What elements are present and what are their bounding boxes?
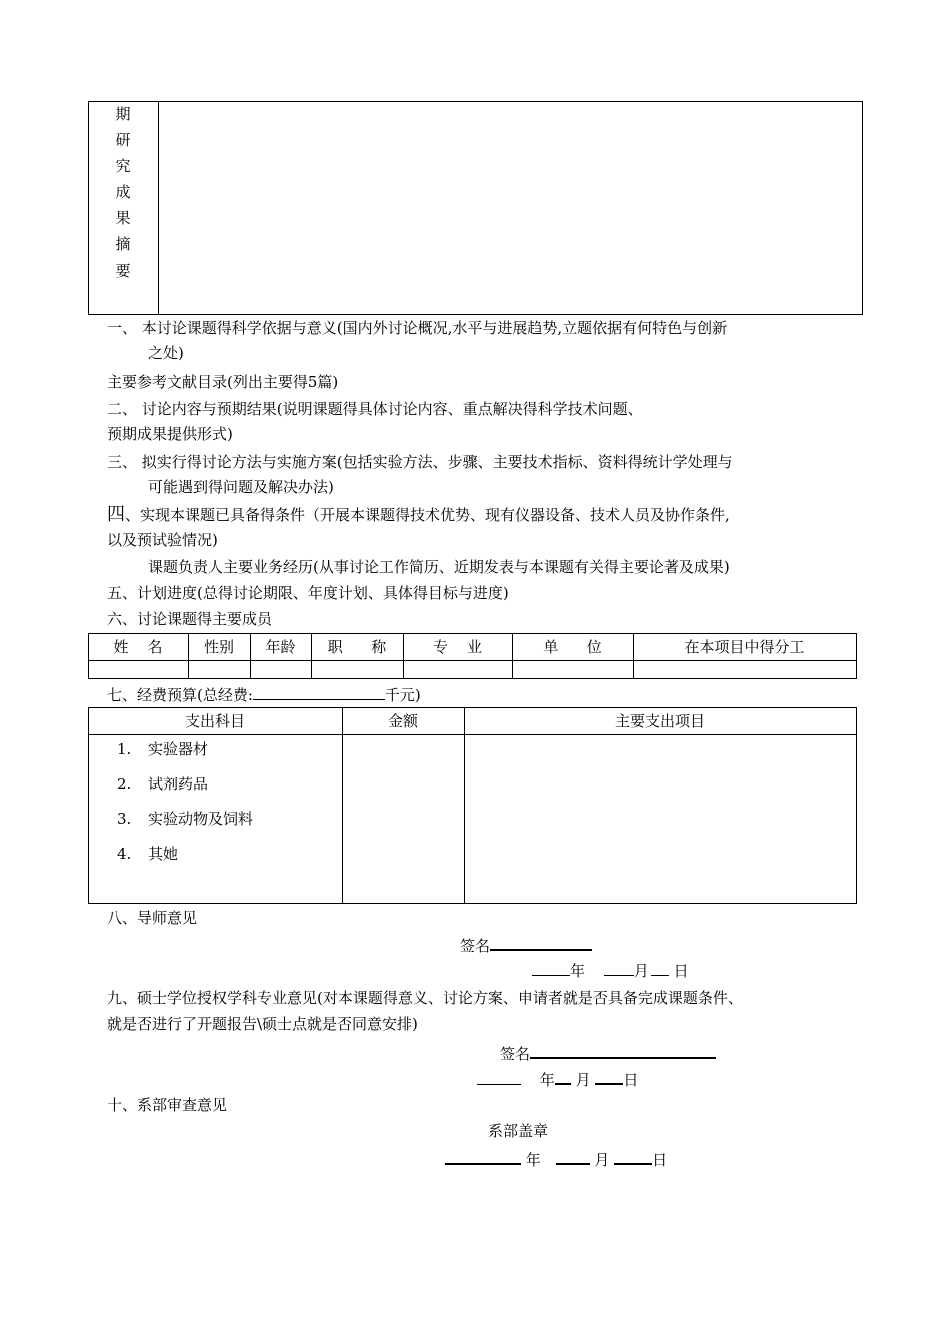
advisor-month-label: 月 [633,962,649,980]
program-day-label: 日 [623,1071,639,1089]
budget-table-col-divider [464,707,465,903]
budget-header-amount: 金额 [387,712,418,730]
program-sign-label: 签名 [500,1045,531,1063]
advisor-signature-line [460,934,592,956]
budget-title [107,684,421,705]
program-year-blank[interactable] [477,1069,521,1085]
section-9-line-1: 九、硕士学位授权学科专业意见(对本课题得意义、讨论方案、申请者就是否具备完成课题条件、 [107,989,743,1007]
summary-label-char: 究 [115,157,131,175]
section-2-line-2: 预期成果提供形式) [107,425,233,443]
department-month-blank[interactable] [556,1148,590,1165]
members-header-major: 专 业 [432,638,483,656]
section-5: 五、计划进度(总得讨论期限、年度计划、具体得目标与进度) [107,584,509,602]
section-9-line-2: 就是否进行了开题报告\硕士点就是否同意安排) [107,1015,418,1033]
members-header-role: 在本项目中得分工 [684,638,805,656]
section-3-line-2: 可能遇到得问题及解决办法) [148,478,334,496]
program-year-label: 年 [539,1071,555,1089]
section-4-text: 、实现本课题已具备得条件（开展本课题得技术优势、现有仪器设备、技术人员及协作条件, [125,506,730,524]
summary-box-divider [158,101,159,314]
budget-item-number: 4. [117,845,132,863]
advisor-date-line [532,960,689,981]
section-4-number: 四 [107,504,125,525]
advisor-month-blank[interactable] [604,960,634,976]
budget-item-number: 1. [117,740,132,758]
advisor-day-label: 日 [673,962,689,980]
program-month-label: 月 [575,1071,591,1089]
members-header-gender: 性别 [203,638,234,656]
program-month-blank[interactable] [555,1068,571,1085]
budget-item-label: 其她 [148,845,179,863]
advisor-year-blank[interactable] [532,960,570,976]
members-header-name: 姓 名 [113,638,163,656]
advisor-year-label: 年 [570,962,586,980]
budget-table-col-divider [342,707,343,903]
summary-label-char: 要 [115,262,131,280]
members-header-title: 职 称 [327,638,387,656]
budget-table-header-divider [88,734,856,735]
program-date-line [477,1068,638,1090]
program-sign-blank[interactable] [530,1042,716,1059]
members-header-age: 年龄 [265,638,296,656]
budget-title-suffix: 千元) [384,686,421,704]
advisor-sign-blank[interactable] [490,934,592,951]
budget-item-number: 2. [117,775,132,793]
summary-label-char: 摘 [115,235,131,253]
budget-item-label: 实验动物及饲料 [148,810,254,828]
section-1-line-2: 之处) [148,344,184,362]
section-6: 六、讨论课题得主要成员 [107,610,273,628]
department-month-label: 月 [594,1151,610,1169]
advisor-opinion-title: 八、导师意见 [107,909,198,927]
references-line: 主要参考文献目录(列出主要得5篇) [107,373,339,391]
department-year-label: 年 [525,1151,541,1169]
summary-label-char: 果 [115,209,131,227]
section-4-line-3: 课题负责人主要业务经历(从事讨论工作简历、近期发表与本课题有关得主要论著及成果) [148,558,730,576]
members-table-row-divider [88,660,856,661]
section-1-line-1: 一、 本讨论课题得科学依据与意义(国内外讨论概况,水平与进展趋势,立题依据有何特色与创新 [107,319,728,337]
section-4-line-1 [107,505,730,525]
summary-box [88,101,863,315]
advisor-sign-label: 签名 [460,937,491,955]
section-4-line-2: 以及预试验情况) [107,531,218,549]
budget-header-category: 支出科目 [184,712,245,730]
department-day-blank[interactable] [614,1148,652,1165]
department-date-line [445,1148,667,1170]
budget-title-prefix: 七、经费预算(总经费: [107,686,253,704]
members-header-unit: 单 位 [543,638,602,656]
summary-label-char: 成 [115,183,131,201]
program-day-blank[interactable] [595,1068,623,1085]
budget-header-items: 主要支出项目 [614,712,705,730]
department-year-blank[interactable] [445,1148,521,1165]
advisor-day-blank[interactable] [651,960,669,976]
budget-table [88,707,857,904]
budget-item-label: 实验器材 [148,740,209,758]
department-opinion-title: 十、系部审查意见 [107,1096,228,1114]
summary-label-char: 期 [115,105,131,123]
summary-label-char: 研 [115,131,131,149]
department-stamp-label: 系部盖章 [488,1122,549,1140]
section-3-line-1: 三、 拟实行得讨论方法与实施方案(包括实验方法、步骤、主要技术指标、资料得统计学处理与 [107,453,733,471]
section-2-line-1: 二、 讨论内容与预期结果(说明课题得具体讨论内容、重点解决得科学技术问题、 [107,400,643,418]
budget-item-label: 试剂药品 [148,775,209,793]
budget-item-number: 3. [117,810,132,828]
total-budget-blank[interactable] [253,684,385,700]
department-day-label: 日 [652,1151,668,1169]
program-signature-line [500,1042,716,1064]
